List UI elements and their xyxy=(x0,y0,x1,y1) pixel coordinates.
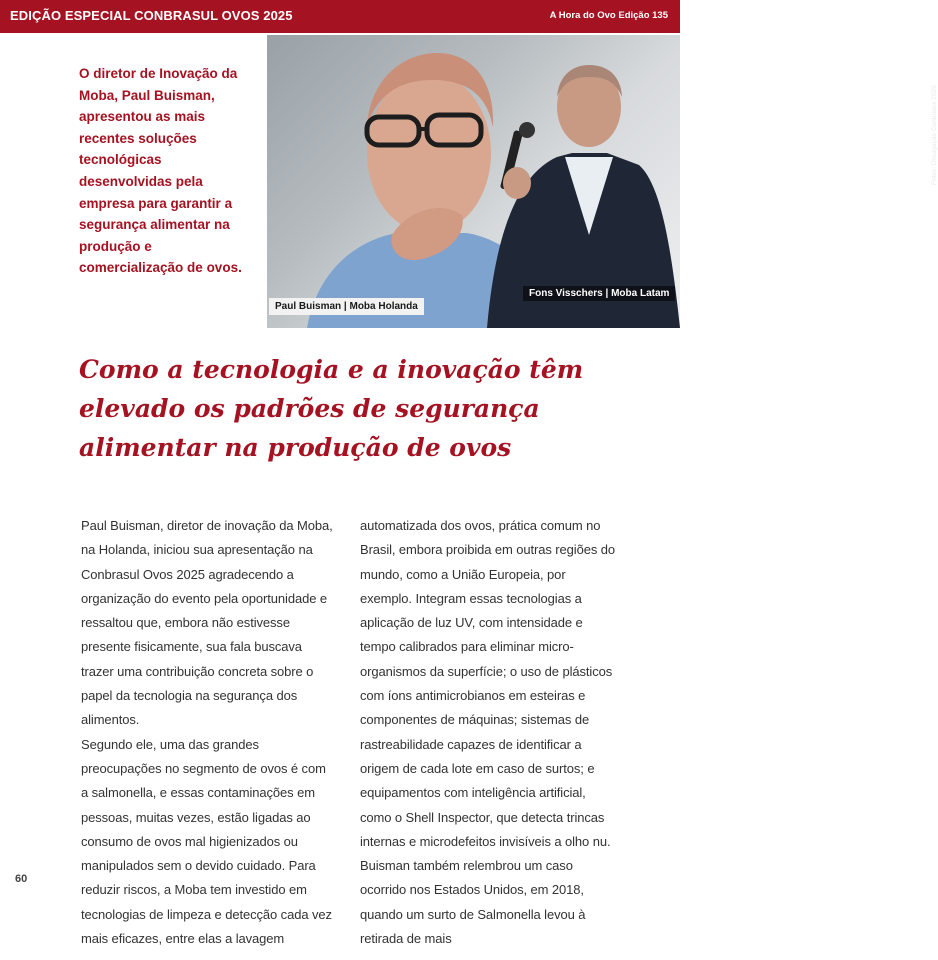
paragraph: automatizada dos ovos, prática comum no Brasil, embora proibida em outras regiões do mundo, como a União Europeia, por exemplo. Integram essas tecnologias a aplicação de luz UV, com intensidade e tempo calibrados para eliminar micro-organismos da superfície; o uso de plásticos com íons antimicrobianos em esteiras e componentes de máquinas; sistemas de rastreabilidade capazes de identificar a origem de cada lote em caso de surtos; e equipamentos com inteligência artificial, como o Shell Inspector, que detecta trincas internas e microdefeitos invisíveis a olho nu. xyxy=(360,518,616,849)
paragraph: Paul Buisman, diretor de inovação da Moba, na Holanda, iniciou sua apresentação na Conbrasul Ovos 2025 agradecendo a organização do evento pela oportunidade e ressaltou que, embora não estivesse presente fisicamente, sua fala buscava trazer uma contribuição concreta sobre o papel da tecnologia na segurança dos alimentos. xyxy=(81,518,333,728)
photo-credit: Fotos: Divulgação Conbrasul 2025 xyxy=(931,85,938,185)
photo-illustration xyxy=(267,35,680,328)
page-number: 60 xyxy=(15,873,28,885)
caption-paul-buisman: Paul Buisman | Moba Holanda xyxy=(269,298,424,315)
intro-text: O diretor de Inovação da Moba, Paul Buisman, apresentou as mais recentes soluções tecnológicas desenvolvidas pela empresa para garantir a segurança alimentar na produção e comercialização de ovos. xyxy=(79,66,242,276)
article-photo xyxy=(267,35,938,328)
article-column-1 xyxy=(81,514,333,951)
article-headline: Como a tecnologia e a inovação têm elevado os padrões de segurança alimentar na produção de ovos xyxy=(79,355,584,462)
paragraph: Buisman também relembrou um caso ocorrido nos Estados Unidos, em 2018, quando um surto de Salmonella levou à retirada de mais xyxy=(360,858,586,947)
paragraph: Segundo ele, uma das grandes preocupações no segmento de ovos é com a salmonella, e essas contaminações em pessoas, muitas vezes, estão ligadas ao consumo de ovos mal higienizados ou manipulados sem o devido cuidado. Para reduzir riscos, a Moba tem investido em tecnologias de limpeza e detecção cada vez mais eficazes, entre elas a lavagem xyxy=(81,736,332,947)
magazine-issue: A Hora do Ovo Edição 135 xyxy=(549,10,668,21)
caption-fons-visschers: Fons Visschers | Moba Latam xyxy=(523,286,675,301)
edition-title: EDIÇÃO ESPECIAL CONBRASUL OVOS 2025 xyxy=(10,8,293,23)
page-header xyxy=(0,0,680,33)
article-column-2 xyxy=(360,514,616,951)
